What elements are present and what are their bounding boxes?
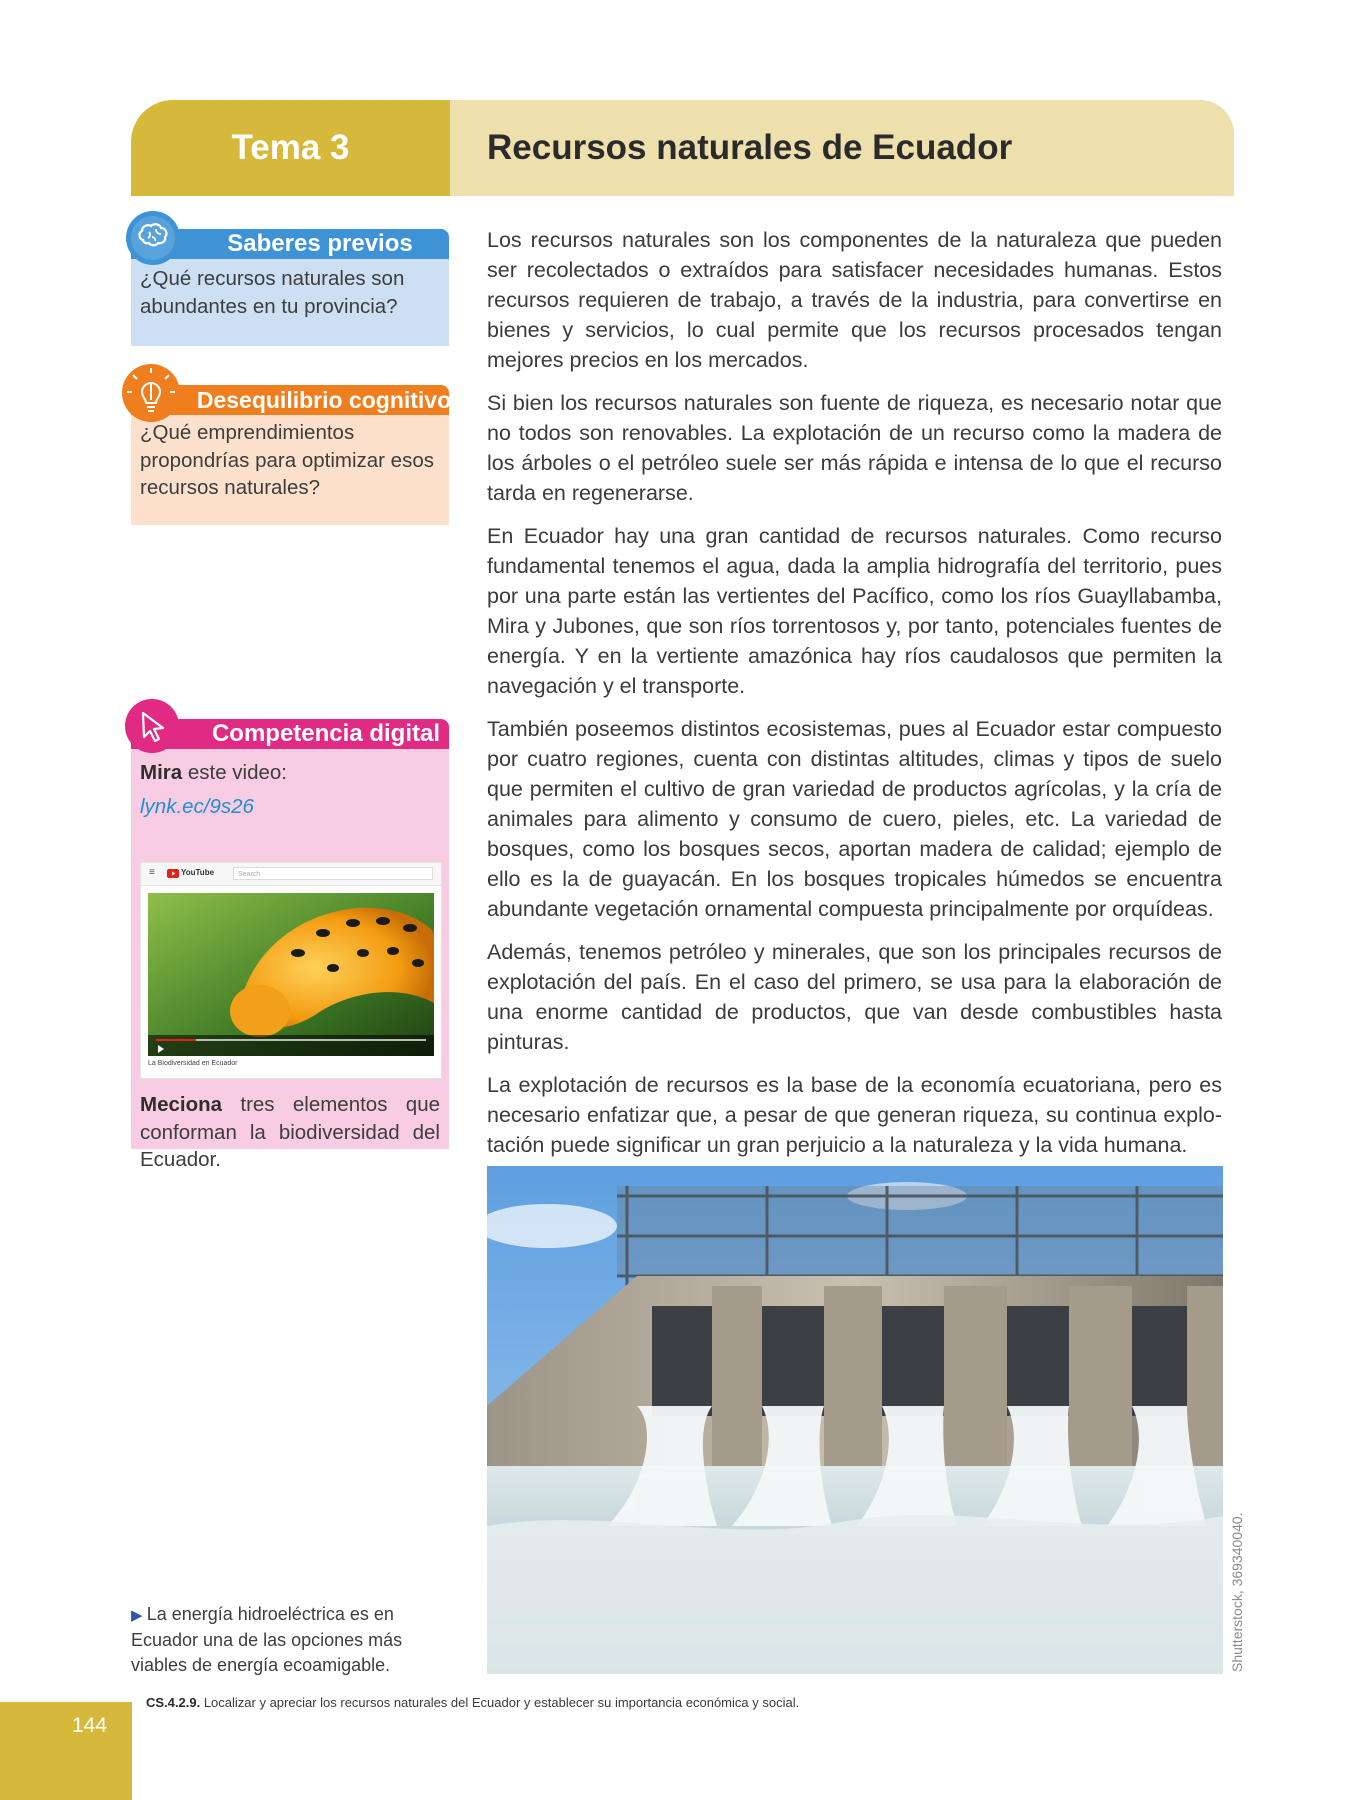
- competencia-body: [131, 749, 449, 1171]
- task-rest: tres elementos que conforman la biodiversidad del Ecuador.: [140, 1093, 440, 1171]
- paragraph-1: Los recursos naturales son los componentes de la naturaleza que pueden ser recolectados o extraídos para satisfacer necesidades humanas. Estos recursos requieren de trabajo, a través de la industria, para convertirse en bienes y servicios, lo cual permite que los recursos procesados tengan mejores precios en los mercados.: [487, 228, 1222, 372]
- competencia-digital-box: [131, 719, 449, 1171]
- video-link[interactable]: lynk.ec/9s26: [140, 795, 254, 818]
- desequilibrio-body: [131, 415, 449, 525]
- video-caption: La Biodiversidad en Ecuador: [148, 1060, 238, 1067]
- caption-text: La energía hidroeléctrica es en Ecuador una de las opciones más viables de energía ecoamigable.: [131, 1604, 403, 1675]
- paragraph-4: También poseemos distintos ecosistemas, pues al Ecuador estar compuesto por cuatro regiones, cuenta con distintas altitudes, climas y tipos de suelo que permiten el cultivo de gran variedad de productos agrícolas, y la cría de animales para alimento y consumo de cuero, pieles, etc. La variedad de bosques, como los bosques secos, aportan madera de calidad; ejemplo de ello es la de guayacán. En los bosques tropicales húmedos se encuentra abundante vegetación ornamental compuesta principalmente por orquídeas.: [487, 717, 1222, 921]
- saberes-question: ¿Qué recursos naturales son abundantes en tu provincia?: [140, 267, 405, 318]
- lightbulb-brain-icon: [120, 362, 182, 424]
- youtube-logo-text: YouTube: [181, 868, 215, 877]
- mira-line: [140, 759, 440, 787]
- video-thumbnail[interactable]: [140, 862, 442, 1079]
- paragraph-2: Si bien los recursos naturales son fuente de riqueza, es necesario notar que no todos son renovables. La explotación de un recurso como la madera de los árboles o el petróleo suele ser más rápida e intensa de lo que el recurso tarda en regenerarse.: [487, 391, 1222, 505]
- tema-label: Tema 3: [231, 128, 350, 167]
- task-bold: Meciona: [140, 1093, 223, 1116]
- page-title: Recursos naturales de Ecuador: [487, 128, 1013, 167]
- caption-triangle-icon: ▶: [131, 1607, 147, 1624]
- competencia-title: Competencia digital: [211, 720, 441, 747]
- saberes-title: Saberes previos: [227, 230, 413, 257]
- youtube-search-box[interactable]: Search: [233, 867, 433, 880]
- photo-credit: Shutterstock, 369340040.: [1229, 1512, 1245, 1672]
- curriculum-standard: [146, 1695, 799, 1710]
- desequilibrio-question: ¿Qué emprendimientos propondrías para optimizar esos recursos naturales?: [140, 421, 434, 499]
- standard-code: CS.4.2.9.: [146, 1695, 201, 1710]
- competencia-task: [140, 1091, 440, 1174]
- hydroelectric-dam-photo: [487, 1166, 1223, 1674]
- cursor-icon: [123, 697, 181, 755]
- paragraph-6: La explotación de recursos es la base de la economía ecuatoriana, pero es necesario enfatizar que, a pesar de que generan riqueza, su continua explotación puede significar un gran perjuicio a la naturaleza y la vida humana.: [487, 1073, 1222, 1157]
- page-number: 144: [72, 1714, 108, 1737]
- mira-bold: Mira: [140, 761, 183, 784]
- mira-rest: este video:: [182, 761, 287, 784]
- saberes-body: [131, 259, 449, 346]
- menu-icon[interactable]: ≡: [149, 867, 155, 878]
- youtube-topbar: [141, 863, 441, 886]
- photo-caption: [131, 1602, 461, 1678]
- main-body-text: [487, 225, 1222, 1173]
- desequilibrio-title: Desequilibrio cognitivo: [196, 387, 452, 413]
- brain-icon: [125, 210, 181, 266]
- paragraph-3: En Ecuador hay una gran cantidad de recursos naturales. Como recurso fundamental tenemos el agua, dada la amplia hidrografía del territorio, pues por una parte están las vertientes del Pacífico, como los ríos Guayllabamba, Mira y Jubones, que son ríos torrentosos y, por tanto, potenciales fuentes de energía. Y en la vertiente amazónica hay ríos caudalosos que permiten la navegación y el transporte.: [487, 524, 1222, 698]
- standard-text: Localizar y apreciar los recursos naturales del Ecuador y establecer su importancia económica y social.: [200, 1695, 800, 1710]
- footer-page-strip: [0, 1702, 132, 1800]
- caterpillar-video-frame[interactable]: [148, 893, 434, 1056]
- paragraph-5: Además, tenemos petróleo y minerales, que son los principales recursos de explotación del país. En el caso del primero, se usa para la elaboración de una enorme cantidad de productos, que van desde combustibles hasta pinturas.: [487, 940, 1222, 1054]
